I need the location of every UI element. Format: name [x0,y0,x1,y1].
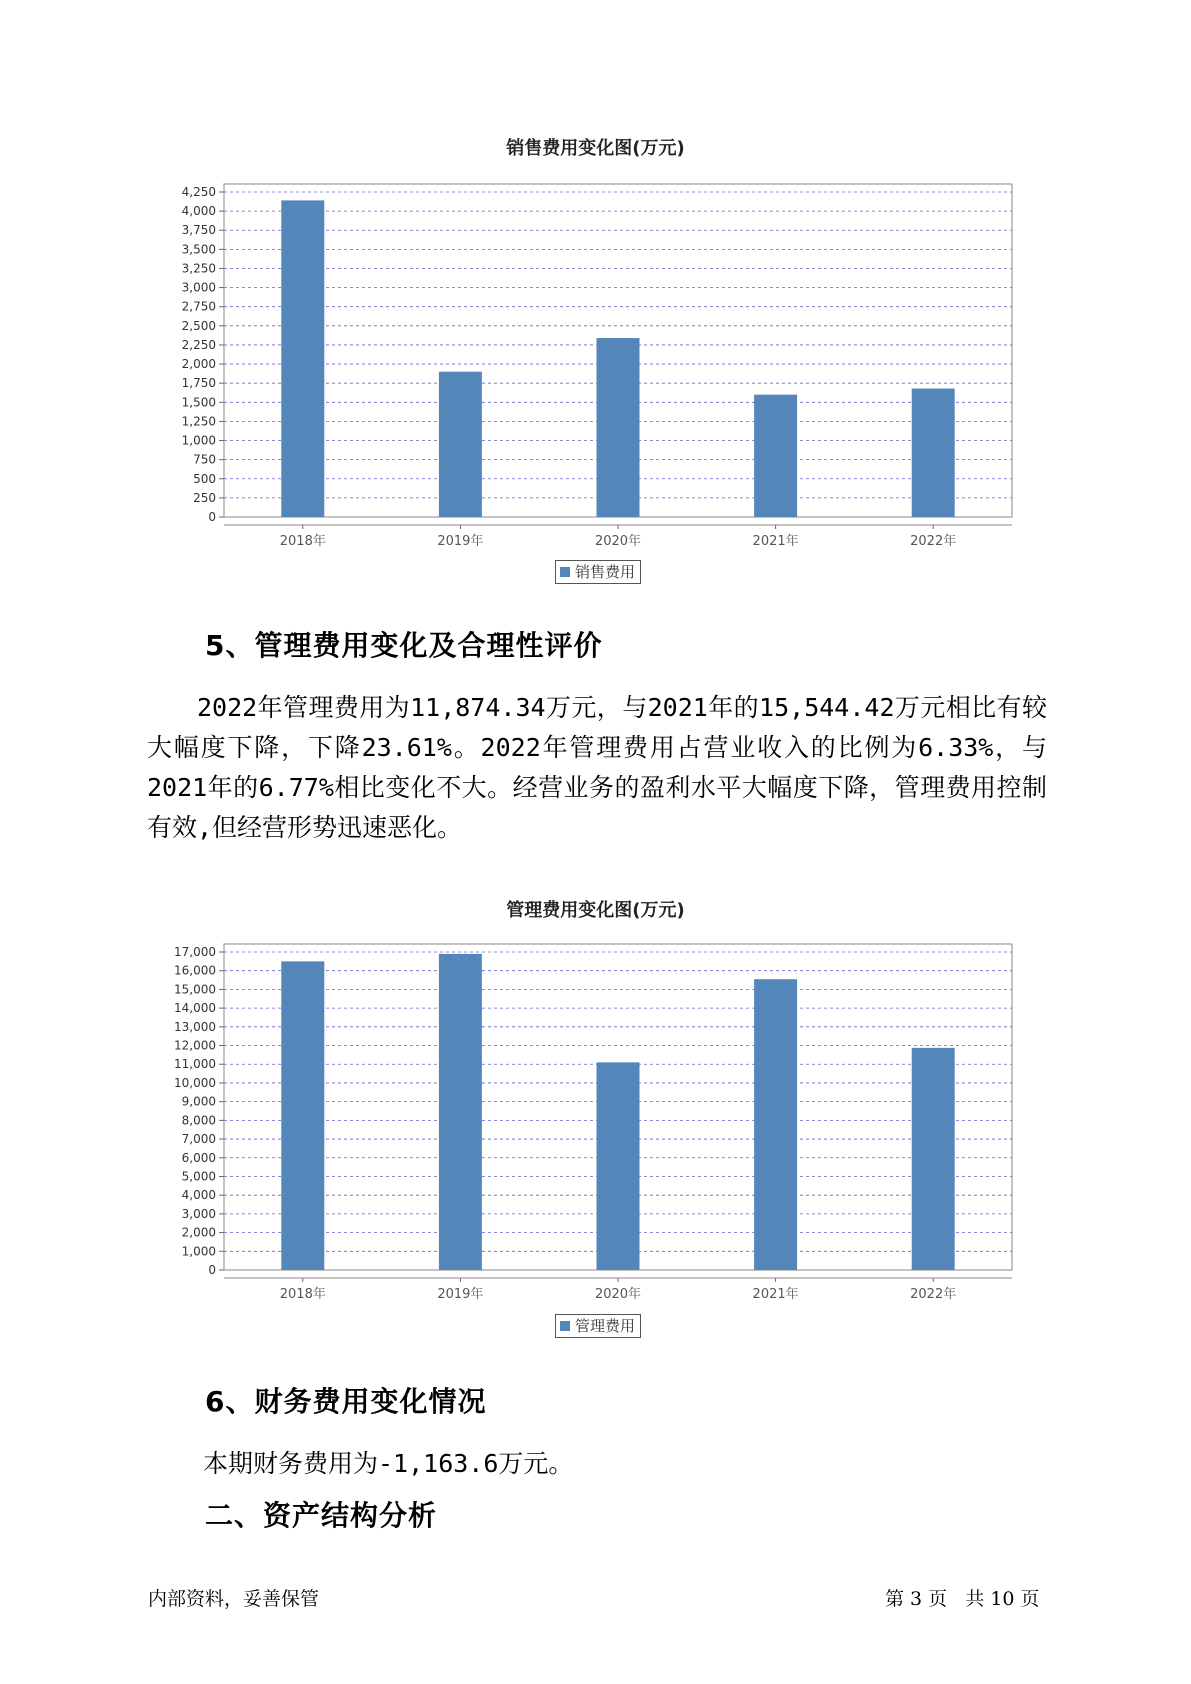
y-tick-label: 9,000 [181,1094,216,1109]
y-tick-label: 17,000 [174,945,216,959]
section2-heading: 二、资产结构分析 [205,1499,438,1532]
y-tick-label: 2,500 [181,318,216,333]
bar-1 [439,954,482,1270]
legend-swatch [560,567,570,577]
x-tick-label: 2021年 [752,534,799,549]
section5-paragraph: 2022年管理费用为11,874.34万元，与2021年的15,544.42万元相比有较大幅度下降，下降23.61%。2022年管理费用占营业收入的比例为6.33%，与2021年的6.77%相比变化不大。经营业务的盈利水平大幅度下降，管理费用控制有效,但经营形势迅速恶化。 [147,693,1047,842]
y-tick-label: 250 [193,490,216,505]
y-tick-label: 0 [208,510,216,524]
y-tick-label: 6,000 [181,1150,216,1165]
y-tick-label: 4,000 [181,204,216,219]
bar-2 [597,1062,640,1270]
footer-right: 第 3 页 共 10 页 [885,1588,1040,1610]
y-tick-label: 750 [193,452,216,467]
x-tick-label: 2021年 [752,1287,799,1302]
y-tick-label: 10,000 [174,1075,216,1090]
section5-heading: 5、管理费用变化及合理性评价 [205,629,603,662]
y-tick-label: 2,250 [181,337,216,352]
y-tick-label: 3,250 [181,261,216,276]
legend-admin [555,1314,641,1338]
legend-label: 管理费用 [575,1317,636,1335]
y-tick-label: 1,750 [181,376,216,391]
y-tick-label: 3,000 [181,280,216,295]
bar-4 [912,389,955,517]
legend-sales [555,560,641,584]
x-tick-label: 2020年 [594,534,642,549]
bar-0 [281,200,324,517]
admin-expense-chart [0,930,1191,1330]
y-tick-label: 14,000 [174,1001,216,1016]
section6-paragraph: 本期财务费用为-1,163.6万元。 [203,1449,574,1478]
y-tick-label: 4,000 [181,1188,216,1203]
y-tick-label: 3,500 [181,242,216,257]
legend-label: 销售费用 [575,563,636,581]
bar-4 [912,1048,955,1270]
y-tick-label: 500 [193,471,216,486]
y-tick-label: 2,000 [181,357,216,372]
bar-0 [281,961,324,1270]
sales-expense-chart [0,170,1191,570]
y-tick-label: 11,000 [174,1057,216,1072]
section6-heading: 6、财务费用变化情况 [205,1385,487,1418]
y-tick-label: 5,000 [181,1169,216,1184]
y-tick-label: 2,000 [181,1225,216,1240]
x-tick-label: 2019年 [437,1287,484,1302]
y-tick-label: 16,000 [174,963,216,978]
bar-2 [597,338,640,517]
legend-swatch [560,1321,570,1331]
x-tick-label: 2022年 [910,534,957,549]
y-tick-label: 1,000 [181,433,216,448]
chart-title-sales: 销售费用变化图(万元) [506,138,685,159]
x-tick-label: 2020年 [594,1287,642,1302]
y-tick-label: 8,000 [181,1113,216,1128]
y-tick-label: 13,000 [174,1019,216,1034]
y-tick-label: 0 [208,1263,216,1277]
bar-3 [754,979,797,1270]
bar-1 [439,372,482,517]
x-tick-label: 2022年 [910,1287,957,1302]
y-tick-label: 1,250 [181,414,216,429]
y-tick-label: 7,000 [181,1132,216,1147]
y-tick-label: 4,250 [181,185,216,199]
chart-title-admin: 管理费用变化图(万元) [506,900,685,921]
y-tick-label: 1,000 [181,1244,216,1259]
y-tick-label: 12,000 [174,1038,216,1053]
x-tick-label: 2018年 [279,534,326,549]
y-tick-label: 2,750 [181,299,216,314]
x-tick-label: 2019年 [437,534,484,549]
y-tick-label: 3,750 [181,223,216,238]
x-tick-label: 2018年 [279,1287,326,1302]
y-tick-label: 3,000 [181,1206,216,1221]
footer-left: 内部资料，妥善保管 [148,1588,320,1610]
y-tick-label: 15,000 [174,982,216,997]
bar-3 [754,395,797,517]
y-tick-label: 1,500 [181,395,216,410]
